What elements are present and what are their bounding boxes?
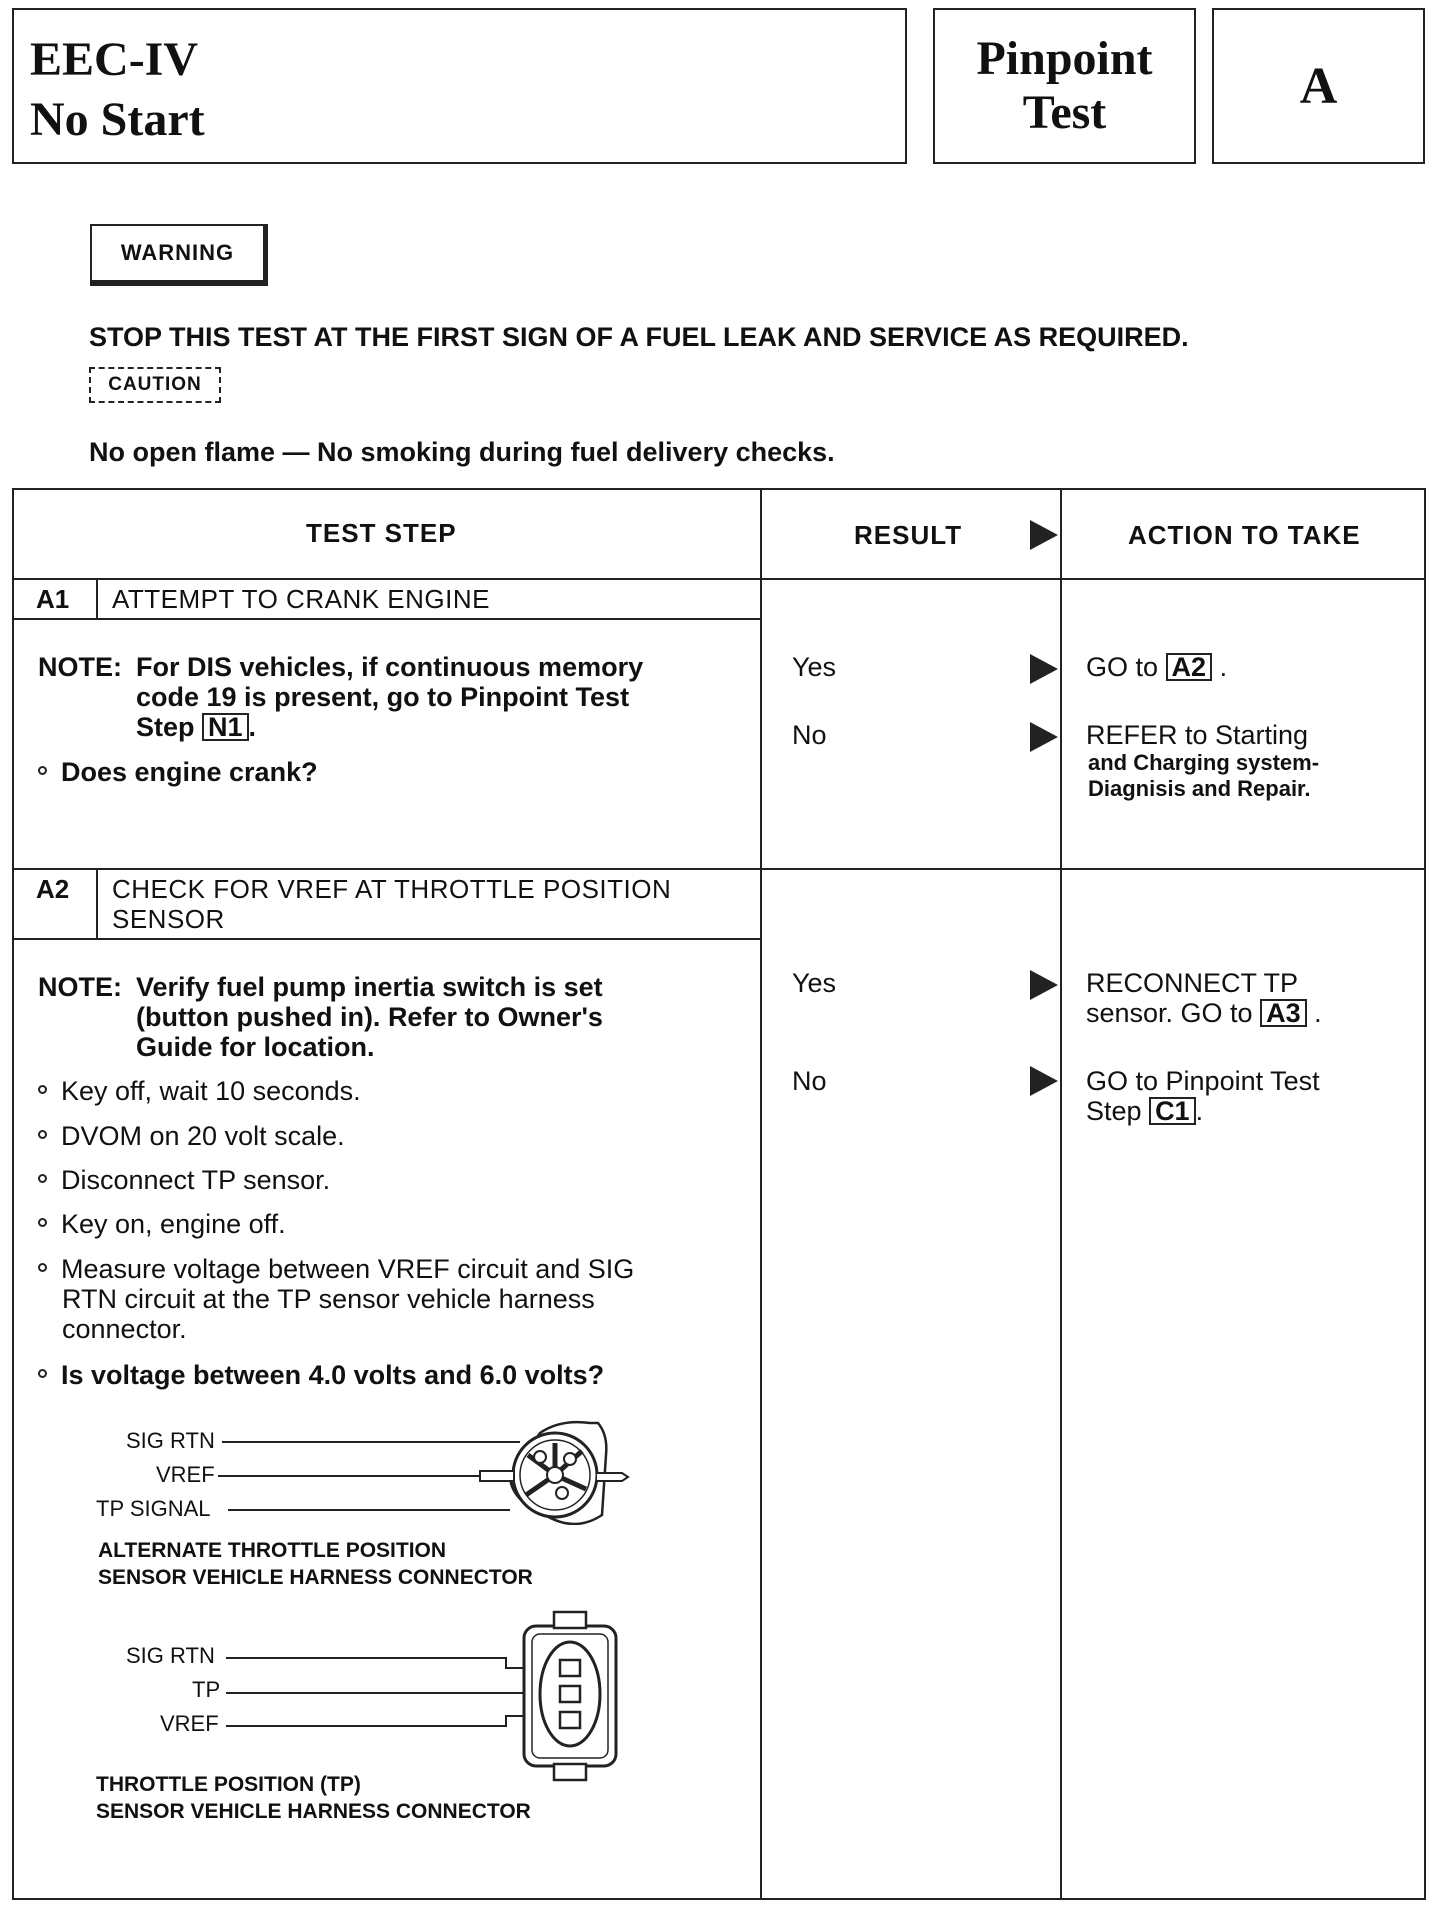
diagram1-label-sig-rtn: SIG RTN [126,1428,215,1453]
step-a2-action-yes-text: sensor. GO to [1086,998,1253,1028]
step-a2-action-yes-line2 [1086,998,1322,1028]
pinpoint-test-box [933,8,1196,164]
step-a2-yes-arrow-icon [1030,970,1058,1000]
step-a2-action-yes-line1: RECONNECT TP [1086,968,1299,998]
step-a1-action-no-line2: and Charging system- [1088,750,1320,775]
step-a2-action-no-end: . [1195,1096,1204,1126]
a1-id-divider [96,578,98,620]
connector-center-pin [547,1467,563,1483]
diagram2-label-sig-rtn: SIG RTN [126,1643,215,1668]
diagram1-label-vref: VREF [156,1462,215,1487]
connector-latch-top [554,1612,586,1628]
step-a2-bullet-3 [38,1165,330,1195]
header-arrow-icon [1030,520,1058,550]
bullet-icon [38,1174,47,1183]
bullet-icon [38,1263,47,1272]
step-a2-title-line1: CHECK FOR VREF AT THROTTLE POSITION [112,874,672,904]
a1-title-divider [12,618,762,620]
bullet-text: DVOM on 20 volt scale. [61,1121,345,1151]
test-label: Test [1022,86,1107,139]
step-a1-action-no-line3: Diagnisis and Repair. [1088,776,1311,801]
bullet-icon [38,1085,47,1094]
diagram2-caption-line2: SENSOR VEHICLE HARNESS CONNECTOR [96,1800,531,1823]
step-a1-id: A1 [36,584,70,614]
column-divider-result [760,488,762,1900]
connector-pin-1 [560,1660,580,1676]
step-a1-result-no: No [792,720,827,750]
step-a2-bullet-4 [38,1209,286,1239]
header-action: ACTION TO TAKE [1128,520,1361,550]
step-a1-result-yes: Yes [792,652,837,682]
diagram1-label-tp-signal: TP SIGNAL [96,1496,211,1521]
connector-latch-left [480,1471,514,1481]
bullet-text: Key off, wait 10 seconds. [61,1076,361,1106]
step-a1-no-arrow-icon [1030,722,1058,752]
pinpoint-label: Pinpoint [976,32,1153,85]
bullet-icon [38,1218,47,1227]
step-a2-bullet-1 [38,1076,361,1106]
diagram1-caption-line2: SENSOR VEHICLE HARNESS CONNECTOR [98,1566,533,1589]
a2-id-divider [96,868,98,940]
table-left-border [12,488,14,1900]
bullet-icon [38,1130,47,1139]
step-a2-question [38,1360,604,1390]
step-a1-note-line1: For DIS vehicles, if continuous memory [136,652,644,682]
step-a2-note-line1: Verify fuel pump inertia switch is set [136,972,603,1002]
step-a1-title: ATTEMPT TO CRANK ENGINE [112,584,490,614]
connector-latch-right [597,1473,628,1481]
step-a2-action-no-line2 [1086,1096,1203,1126]
connector-pin [534,1451,546,1463]
step-a2-id: A2 [36,874,70,904]
step-a2-action-no-line1: GO to Pinpoint Test [1086,1066,1320,1096]
warning-badge: WARNING [90,224,268,286]
step-a2-measure-line3: connector. [62,1314,187,1344]
test-letter-box [1212,8,1425,164]
step-a1-note-prefix: NOTE: [38,652,122,682]
table-right-border [1424,488,1426,1900]
step-a2-note-prefix: NOTE: [38,972,122,1002]
header-test-step: TEST STEP [306,518,457,548]
step-a2-action-no-text: Step [1086,1096,1142,1126]
step-a2-measure-line2: RTN circuit at the TP sensor vehicle harness [62,1284,595,1314]
step-a2-note-line3: Guide for location. [136,1032,375,1062]
step-a1-action-yes-text: GO to [1086,652,1159,682]
connector-pin [564,1453,576,1465]
step-a1-note-step-word: Step [136,712,195,742]
column-divider-action [1060,488,1062,1900]
table-bottom-border [12,1898,1426,1900]
symptom-title: No Start [30,93,205,146]
system-title: EEC-IV [30,33,199,86]
title-box [12,8,907,164]
step-a1-action-yes-ref: A2 [1166,653,1213,681]
step-a1-note-end: . [248,712,257,742]
warning-text: STOP THIS TEST AT THE FIRST SIGN OF A FUEL LEAK AND SERVICE AS REQUIRED. [89,322,1189,352]
header-result: RESULT [854,520,963,550]
step-a1-action-no-line1: REFER to Starting [1086,720,1309,750]
step-a2-action-yes-end: . [1314,998,1322,1028]
diagram2-caption-line1: THROTTLE POSITION (TP) [96,1773,361,1796]
step-a2-question-text: Is voltage between 4.0 volts and 6.0 volts? [61,1360,605,1390]
diagram1-caption-line1: ALTERNATE THROTTLE POSITION [98,1539,447,1562]
caution-badge: CAUTION [89,367,221,403]
step-a2-action-no-ref: C1 [1149,1097,1196,1125]
bullet-text: Measure voltage between VREF circuit and SIG [61,1254,635,1284]
wire-sig-rtn [226,1658,525,1668]
step-a1-action-yes-end: . [1219,652,1228,682]
tp-connector-diagram [220,1608,620,1783]
step-a2-result-no: No [792,1066,827,1096]
header-row-divider [12,578,1426,580]
bullet-text: Key on, engine off. [61,1209,286,1239]
step-a2-bullet-measure [38,1254,634,1284]
connector-latch-bottom [554,1764,586,1780]
step-a2-title-line2: SENSOR [112,904,225,934]
step-a1-question [38,757,318,787]
step-a2-no-arrow-icon [1030,1066,1058,1096]
connector-pin-3 [560,1712,580,1728]
table-top-border [12,488,1426,490]
step-a1-note-ref: N1 [202,713,249,741]
diagram2-label-tp: TP [192,1677,221,1702]
step-a1-question-text: Does engine crank? [61,757,318,787]
connector-pin-2 [560,1686,580,1702]
test-letter: A [1299,57,1338,115]
diagram2-label-vref: VREF [160,1711,219,1736]
step-a2-bullet-2 [38,1121,345,1151]
wire-vref [226,1716,525,1726]
step-a2-action-yes-ref: A3 [1260,999,1307,1027]
step-a2-result-yes: Yes [792,968,837,998]
alternate-tp-connector-diagram [210,1415,640,1525]
bullet-icon [38,1369,47,1378]
caution-text: No open flame — No smoking during fuel delivery checks. [89,437,835,467]
bullet-text: Disconnect TP sensor. [61,1165,331,1195]
a2-row-divider [12,868,1426,870]
a2-title-divider [12,938,762,940]
connector-pin [556,1487,568,1499]
bullet-icon [38,766,47,775]
step-a1-note-line2: code 19 is present, go to Pinpoint Test [136,682,630,712]
step-a1-note-line3 [136,712,256,742]
step-a2-note-line2: (button pushed in). Refer to Owner's [136,1002,603,1032]
step-a1-action-yes [1086,652,1227,682]
step-a1-yes-arrow-icon [1030,654,1058,684]
